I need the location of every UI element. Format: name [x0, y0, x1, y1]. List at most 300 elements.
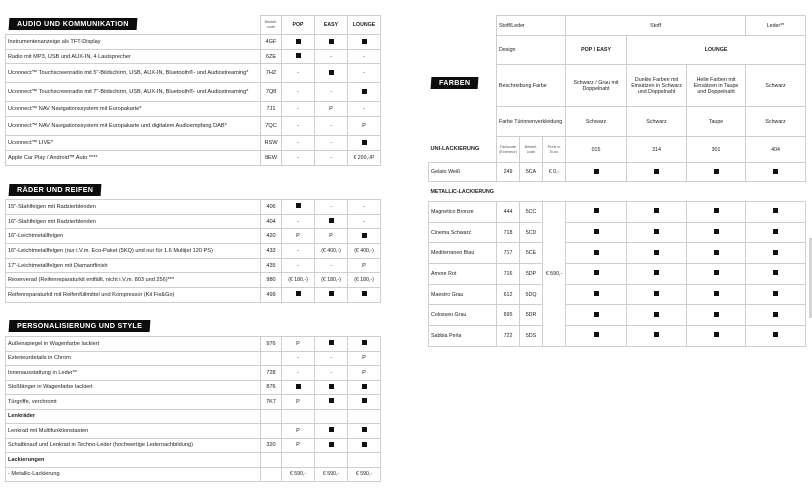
- bestellcode: 5CE: [520, 243, 543, 264]
- feature-label: Türgriffe, verchromt: [6, 395, 261, 410]
- availability-mark: [687, 305, 746, 326]
- table-row: [6, 453, 381, 468]
- availability-mark: [746, 284, 806, 305]
- availability-easy: [315, 424, 348, 439]
- availability-lounge: -: [348, 50, 381, 64]
- order-code: 8EW: [261, 151, 282, 166]
- availability-pop: -: [282, 258, 315, 273]
- farbcode: 718: [497, 222, 520, 243]
- col-header-pop: POP: [282, 16, 315, 35]
- availability-pop: -: [282, 64, 315, 83]
- table-row: [6, 117, 381, 136]
- wheels-table: [5, 199, 381, 303]
- order-code: 7HZ: [261, 64, 282, 83]
- tuer-value: Taupe: [687, 107, 746, 137]
- feature-label: Instrumentenanzeige als TFT-Display: [6, 35, 261, 50]
- included-square-icon: [296, 53, 301, 58]
- availability-pop: -: [282, 244, 315, 259]
- availability-mark: [566, 222, 627, 243]
- availability-lounge: P: [348, 351, 381, 366]
- availability-pop: -: [282, 151, 315, 166]
- included-square-icon: [594, 312, 599, 317]
- included-square-icon: [362, 89, 367, 94]
- beschreibung-value: Dunkle Farben mit Einsätzen in Schwarz und Doppelnaht: [627, 65, 687, 107]
- included-square-icon: [714, 229, 719, 234]
- order-code: 980: [261, 273, 282, 288]
- availability-mark: [566, 305, 627, 326]
- included-square-icon: [654, 291, 659, 296]
- availability-mark: [746, 243, 806, 264]
- feature-label: Exterieurdetails in Chrom: [6, 351, 261, 366]
- table-row: [6, 102, 381, 117]
- availability-lounge: [348, 438, 381, 453]
- label-design: Design: [497, 36, 566, 65]
- color-name: Magnetico Bronze: [429, 202, 497, 223]
- feature-label: Schaltknauf und Lenkrad in Techno-Leder (hochwertige Ledernachbildung): [6, 438, 261, 453]
- availability-mark: [627, 222, 687, 243]
- feature-label: Lenkrad mit Multifunktionstasten: [6, 424, 261, 439]
- availability-easy: [315, 64, 348, 83]
- order-code: 876: [261, 380, 282, 395]
- availability-mark: [627, 202, 687, 223]
- included-square-icon: [329, 340, 334, 345]
- included-square-icon: [594, 332, 599, 337]
- availability-mark: [687, 264, 746, 285]
- included-square-icon: [773, 229, 778, 234]
- tuer-value: Schwarz: [566, 107, 627, 137]
- availability-pop: P: [282, 424, 315, 439]
- bestellcode: 5CD: [520, 222, 543, 243]
- availability-pop: -: [282, 366, 315, 381]
- availability-mark: [566, 326, 627, 347]
- availability-easy: -: [315, 50, 348, 64]
- table-row: [6, 200, 381, 215]
- included-square-icon: [714, 169, 719, 174]
- availability-mark: [566, 284, 627, 305]
- order-code: 435: [261, 258, 282, 273]
- feature-label: 16"-Stahlfelgen mit Radzierblenden: [6, 214, 261, 229]
- order-code: 7K7: [261, 395, 282, 410]
- availability-easy: [315, 288, 348, 303]
- feature-label: Lenkräder: [6, 409, 261, 424]
- interior-code: 015: [566, 137, 627, 163]
- table-row: [6, 244, 381, 259]
- availability-pop: -: [282, 102, 315, 117]
- table-row: [6, 424, 381, 439]
- farbcode: 444: [497, 202, 520, 223]
- availability-mark: [687, 243, 746, 264]
- availability-lounge: [348, 83, 381, 102]
- beschreibung-value: Helle Farben mit Einsätzen in Taupe und Doppelnaht: [687, 65, 746, 107]
- availability-lounge: [348, 395, 381, 410]
- table-row: [6, 351, 381, 366]
- included-square-icon: [594, 208, 599, 213]
- included-square-icon: [362, 39, 367, 44]
- color-row: [429, 202, 806, 223]
- included-square-icon: [654, 312, 659, 317]
- feature-label: Uconnect™ NAV Navigationssystem mit Europakarte*: [6, 102, 261, 117]
- table-row: [6, 366, 381, 381]
- included-square-icon: [362, 442, 367, 447]
- availability-pop: -: [282, 214, 315, 229]
- availability-lounge: -: [348, 214, 381, 229]
- included-square-icon: [329, 218, 334, 223]
- table-row: [6, 395, 381, 410]
- table-row: [6, 409, 381, 424]
- availability-easy: -: [315, 351, 348, 366]
- availability-mark: [627, 284, 687, 305]
- included-square-icon: [362, 291, 367, 296]
- order-code: [261, 351, 282, 366]
- table-row: [6, 83, 381, 102]
- row-beschreibung: [429, 65, 806, 107]
- order-code: 4GF: [261, 35, 282, 50]
- included-square-icon: [773, 208, 778, 213]
- beschreibung-value: Schwarz / Grau mit Doppelnaht: [566, 65, 627, 107]
- availability-easy: € 590,-: [315, 467, 348, 482]
- included-square-icon: [714, 208, 719, 213]
- order-code: [261, 409, 282, 424]
- color-name: Sabbia Perla: [429, 326, 497, 347]
- order-code: [261, 467, 282, 482]
- availability-easy: -: [315, 83, 348, 102]
- included-square-icon: [714, 332, 719, 337]
- color-row: [429, 284, 806, 305]
- availability-pop: € 590,-: [282, 467, 315, 482]
- color-name: Mediterraneo Blau: [429, 243, 497, 264]
- label-tuer: Farbe Türinnenverkleidung: [497, 107, 566, 137]
- table-row: [6, 467, 381, 482]
- availability-lounge: -: [348, 64, 381, 83]
- interior-code: 314: [627, 137, 687, 163]
- included-square-icon: [362, 427, 367, 432]
- table-row: [6, 288, 381, 303]
- availability-easy: [315, 409, 348, 424]
- availability-mark: [746, 326, 806, 347]
- order-code: 433: [261, 244, 282, 259]
- availability-mark: [687, 202, 746, 223]
- availability-easy: [315, 438, 348, 453]
- order-code: RSW: [261, 136, 282, 151]
- color-row: [429, 264, 806, 285]
- table-row: [6, 438, 381, 453]
- availability-easy: (€ 180,-): [315, 273, 348, 288]
- availability-mark: [627, 163, 687, 182]
- color-row: [429, 305, 806, 326]
- color-name: Amore Rot: [429, 264, 497, 285]
- farbcode: 612: [497, 284, 520, 305]
- availability-mark: [687, 222, 746, 243]
- availability-pop: -: [282, 351, 315, 366]
- color-name: Gelato Weiß: [429, 163, 497, 182]
- order-code: 7QC: [261, 117, 282, 136]
- feature-label: Uconnect™ Touchscreenradio mit 7"-Bildschirm, USB, AUX-IN, Bluetooth®- und Audiostreaming*: [6, 83, 261, 102]
- section-title: FARBEN: [439, 78, 471, 87]
- feature-label: 15"-Stahlfelgen mit Radzierblenden: [6, 200, 261, 215]
- bestellcode: 5CA: [520, 163, 543, 182]
- availability-easy: -: [315, 117, 348, 136]
- farbcode: 717: [497, 243, 520, 264]
- included-square-icon: [773, 291, 778, 296]
- included-square-icon: [362, 398, 367, 403]
- availability-pop: -: [282, 117, 315, 136]
- feature-label: - Metallic-Lackierung: [6, 467, 261, 482]
- bestellcode: 5CC: [520, 202, 543, 223]
- availability-pop: [282, 35, 315, 50]
- beschreibung-value: Schwarz: [746, 65, 806, 107]
- order-code: 499: [261, 288, 282, 303]
- table-row: [6, 151, 381, 166]
- col-bestell: Bestell-code: [520, 137, 543, 163]
- availability-mark: [566, 264, 627, 285]
- availability-lounge: -: [348, 102, 381, 117]
- col-farbcode: Farbcode (Exterieur): [497, 137, 520, 163]
- color-name: Colosseo Grau: [429, 305, 497, 326]
- availability-easy: [315, 35, 348, 50]
- availability-lounge: [348, 136, 381, 151]
- availability-easy: [315, 337, 348, 352]
- col-header-code: Bestell-code: [261, 16, 282, 35]
- farbcode: 716: [497, 264, 520, 285]
- included-square-icon: [329, 384, 334, 389]
- color-name: Cinema Schwarz: [429, 222, 497, 243]
- availability-lounge: [348, 380, 381, 395]
- feature-label: Reifenreparaturkit mit Reifenfüllmittel und Kompressor (Kit Fix&Go): [6, 288, 261, 303]
- section-title: PERSONALISIERUNG UND STYLE: [17, 321, 143, 330]
- section-title: RÄDER UND REIFEN: [17, 185, 94, 194]
- availability-mark: [627, 243, 687, 264]
- order-code: 420: [261, 229, 282, 244]
- availability-mark: [627, 305, 687, 326]
- included-square-icon: [714, 291, 719, 296]
- availability-lounge: (€ 400,-): [348, 244, 381, 259]
- included-square-icon: [362, 384, 367, 389]
- included-square-icon: [773, 250, 778, 255]
- label-beschreibung: Beschreibung Farbe: [497, 65, 566, 107]
- feature-label: Stoßfänger in Wagenfarbe lackiert: [6, 380, 261, 395]
- availability-easy: [315, 214, 348, 229]
- availability-pop: [282, 200, 315, 215]
- row-uni-header: [429, 137, 806, 163]
- col-preis: Preis in Euro: [543, 137, 566, 163]
- included-square-icon: [714, 270, 719, 275]
- included-square-icon: [594, 169, 599, 174]
- availability-pop: P: [282, 438, 315, 453]
- table-row: [6, 35, 381, 50]
- availability-pop: P: [282, 337, 315, 352]
- availability-mark: [687, 163, 746, 182]
- availability-easy: (€ 400,-): [315, 244, 348, 259]
- farbcode: 249: [497, 163, 520, 182]
- table-row: [6, 214, 381, 229]
- included-square-icon: [594, 229, 599, 234]
- order-code: 404: [261, 214, 282, 229]
- feature-label: Uconnect™ LIVE*: [6, 136, 261, 151]
- availability-lounge: -: [348, 200, 381, 215]
- interior-code: 301: [687, 137, 746, 163]
- included-square-icon: [362, 340, 367, 345]
- order-code: [261, 453, 282, 468]
- color-row: [429, 222, 806, 243]
- order-code: 976: [261, 337, 282, 352]
- style-table: [5, 336, 381, 482]
- availability-lounge: [348, 424, 381, 439]
- uni-title: UNI-LACKIERUNG: [430, 146, 480, 153]
- included-square-icon: [296, 203, 301, 208]
- availability-easy: [315, 395, 348, 410]
- availability-lounge: P: [348, 366, 381, 381]
- feature-label: Lackierungen: [6, 453, 261, 468]
- included-square-icon: [773, 270, 778, 275]
- availability-lounge: [348, 453, 381, 468]
- feature-label: Radio mit MP3, USB und AUX-IN, 4 Lautsprecher: [6, 50, 261, 64]
- included-square-icon: [773, 169, 778, 174]
- availability-lounge: P: [348, 258, 381, 273]
- availability-pop: [282, 288, 315, 303]
- feature-label: 16"-Leichtmetallfelgen: [6, 229, 261, 244]
- table-row: [6, 50, 381, 64]
- table-row: [6, 136, 381, 151]
- color-name: Maestro Grau: [429, 284, 497, 305]
- availability-lounge: € 590,-: [348, 467, 381, 482]
- feature-label: Innenausstattung in Leder**: [6, 366, 261, 381]
- availability-lounge: (€ 180,-): [348, 273, 381, 288]
- availability-easy: -: [315, 151, 348, 166]
- included-square-icon: [362, 233, 367, 238]
- availability-easy: [315, 380, 348, 395]
- section-banner-style: [9, 320, 151, 332]
- table-row: [6, 258, 381, 273]
- availability-lounge: [348, 35, 381, 50]
- included-square-icon: [714, 250, 719, 255]
- availability-mark: [566, 163, 627, 182]
- color-row: [429, 326, 806, 347]
- bestellcode: 5DP: [520, 264, 543, 285]
- table-header-row: [6, 16, 381, 35]
- farbcode: 695: [497, 305, 520, 326]
- availability-easy: -: [315, 258, 348, 273]
- design-lounge: LOUNGE: [627, 36, 806, 65]
- availability-mark: [746, 163, 806, 182]
- availability-easy: -: [315, 136, 348, 151]
- included-square-icon: [329, 427, 334, 432]
- included-square-icon: [362, 140, 367, 145]
- feature-label: Reserverad (Reifenreparaturkit entfällt, nicht i.V.m. 803 und 256)***: [6, 273, 261, 288]
- audio-table: [5, 15, 381, 166]
- availability-pop: [282, 453, 315, 468]
- color-row: [429, 163, 806, 182]
- availability-lounge: [348, 288, 381, 303]
- included-square-icon: [773, 332, 778, 337]
- leder-header: Leder**: [746, 16, 806, 36]
- design-pop-easy: POP / EASY: [566, 36, 627, 65]
- availability-mark: [687, 284, 746, 305]
- availability-mark: [566, 243, 627, 264]
- included-square-icon: [329, 291, 334, 296]
- table-row: [6, 229, 381, 244]
- included-square-icon: [329, 398, 334, 403]
- table-row: [6, 337, 381, 352]
- included-square-icon: [329, 39, 334, 44]
- included-square-icon: [296, 291, 301, 296]
- included-square-icon: [594, 250, 599, 255]
- included-square-icon: [594, 270, 599, 275]
- bestellcode: 5DS: [520, 326, 543, 347]
- included-square-icon: [654, 229, 659, 234]
- included-square-icon: [329, 442, 334, 447]
- interior-code: 404: [746, 137, 806, 163]
- included-square-icon: [714, 312, 719, 317]
- availability-lounge: [348, 229, 381, 244]
- availability-easy: P: [315, 229, 348, 244]
- preis: € 0,-: [543, 163, 566, 182]
- row-stoff-leder: [429, 16, 806, 36]
- included-square-icon: [654, 270, 659, 275]
- farbcode: 722: [497, 326, 520, 347]
- table-row: [6, 273, 381, 288]
- availability-easy: P: [315, 102, 348, 117]
- stoff-header: Stoff: [566, 16, 746, 36]
- availability-pop: -: [282, 83, 315, 102]
- included-square-icon: [773, 312, 778, 317]
- availability-lounge: [348, 409, 381, 424]
- availability-mark: [746, 202, 806, 223]
- availability-pop: P: [282, 395, 315, 410]
- bestellcode: 5DQ: [520, 284, 543, 305]
- included-square-icon: [654, 208, 659, 213]
- included-square-icon: [594, 291, 599, 296]
- included-square-icon: [654, 250, 659, 255]
- order-code: 320: [261, 438, 282, 453]
- order-code: 6ZE: [261, 50, 282, 64]
- availability-pop: [282, 50, 315, 64]
- label-stoff-leder: Stoff/Leder: [497, 16, 566, 36]
- availability-lounge: P: [348, 117, 381, 136]
- availability-pop: [282, 380, 315, 395]
- feature-label: 17"-Leichtmetallfelgen mit Diamantfinish: [6, 258, 261, 273]
- availability-mark: [627, 326, 687, 347]
- availability-pop: -: [282, 136, 315, 151]
- feature-label: Uconnect™ NAV Navigationssystem mit Europakarte und digitalem Audioempfang DAB*: [6, 117, 261, 136]
- color-row: [429, 243, 806, 264]
- order-code: 406: [261, 200, 282, 215]
- availability-mark: [627, 264, 687, 285]
- availability-mark: [746, 222, 806, 243]
- colors-table: [428, 15, 806, 347]
- section-banner-wheels: [9, 184, 102, 196]
- metallic-title: METALLIC-LACKIERUNG: [429, 182, 806, 202]
- availability-mark: [746, 305, 806, 326]
- included-square-icon: [296, 384, 301, 389]
- tuer-value: Schwarz: [627, 107, 687, 137]
- included-square-icon: [654, 332, 659, 337]
- availability-pop: P: [282, 229, 315, 244]
- section-title: AUDIO UND KOMMUNIKATION: [17, 19, 129, 28]
- feature-label: 16"-Leichtmetallfelgen (nur i.V.m. Eco-Paket (5KQ) und nur für 1.6 Multijet 120 PS): [6, 244, 261, 259]
- availability-easy: -: [315, 200, 348, 215]
- feature-label: Uconnect™ Touchscreenradio mit 5"-Bildschirm, USB, AUX-IN, Bluetooth®- und Audiostreaming*: [6, 64, 261, 83]
- order-code: 7Q8: [261, 83, 282, 102]
- table-row: [6, 380, 381, 395]
- metallic-price: € 590,-: [543, 202, 566, 347]
- tuer-value: Schwarz: [746, 107, 806, 137]
- availability-mark: [687, 326, 746, 347]
- order-code: 7J1: [261, 102, 282, 117]
- bestellcode: 5DR: [520, 305, 543, 326]
- row-design: [429, 36, 806, 65]
- availability-lounge: [348, 337, 381, 352]
- col-header-lounge: LOUNGE: [348, 16, 381, 35]
